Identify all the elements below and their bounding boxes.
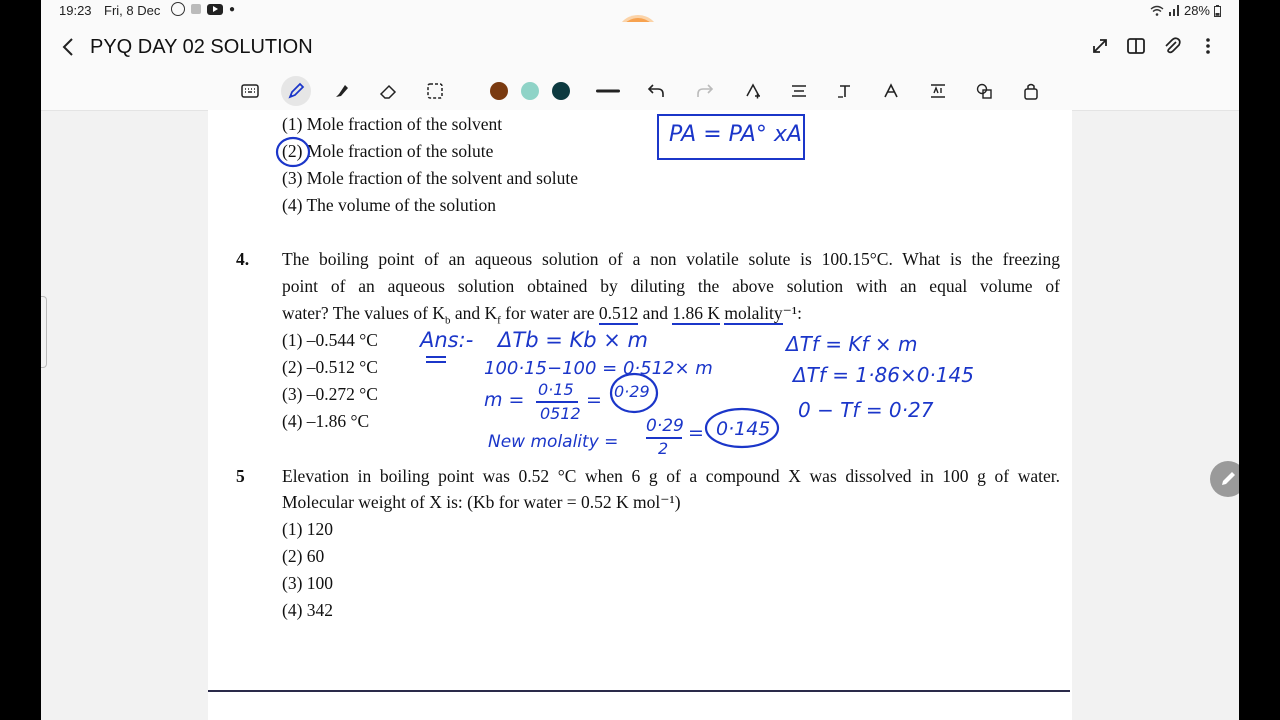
youtube-icon (207, 4, 223, 15)
ink-eq4-num: 0·29 (646, 416, 684, 436)
q4-option-2: (2) –0.512 °C (282, 357, 378, 377)
q3-option-1: (1) Mole fraction of the solvent (282, 114, 503, 134)
ink-right-eq3: 0 − Tf = 0·27 (798, 398, 934, 422)
q5-option-2: (2) 60 (282, 546, 325, 566)
ink-ans-underline-1 (426, 356, 446, 358)
ink-eq4-lhs: New molality = (488, 432, 619, 452)
color-brown-swatch[interactable] (490, 82, 508, 100)
ink-right-eq1: ΔTf = Kf × m (786, 332, 918, 356)
ink-eq3-fraction-bar (536, 401, 578, 403)
ink-eq4-result: 0·145 (716, 418, 771, 440)
color-mint-swatch[interactable] (521, 82, 539, 100)
q5-number: 5 (236, 466, 245, 486)
title-actions (1089, 35, 1219, 57)
eraser-icon[interactable] (376, 79, 400, 103)
q3-option-4: (4) The volume of the solution (282, 195, 497, 215)
spacing-icon[interactable] (926, 79, 950, 103)
ink-right-eq2: ΔTf = 1·86×0·145 (793, 363, 974, 387)
keyboard-icon[interactable] (238, 79, 262, 103)
note-title: PYQ DAY 02 SOLUTION (90, 36, 313, 58)
status-date: Fri, 8 Dec (104, 3, 161, 18)
side-panel-handle[interactable] (41, 296, 47, 368)
ink-eq4-equals: = (688, 422, 704, 444)
q4-option-4: (4) –1.86 °C (282, 411, 370, 431)
pen-toolbar (41, 72, 1239, 111)
q4-number: 4. (236, 249, 250, 269)
tablet-screen (41, 0, 1239, 720)
page-footer-rule (208, 690, 1070, 692)
notification-icons (171, 2, 235, 16)
ink-eq2: 100·15−100 = 0·512× m (484, 358, 713, 379)
q5-option-1: (1) 120 (282, 519, 334, 539)
whatsapp-icon (171, 2, 185, 16)
attach-icon[interactable] (1161, 35, 1183, 57)
pen-icon[interactable] (281, 76, 311, 106)
status-time: 19:23 (59, 3, 92, 18)
ink-eq1: ΔTb = Kb × m (498, 328, 648, 352)
app-notification-icon (191, 4, 201, 14)
q4-line-1: The boiling point of an aqueous solution of a non volatile solute is 100.15°C. What is the freezing (282, 249, 1060, 269)
q4-line-2: point of an aqueous solution obtained by diluting the above solution with an equal volume of (282, 276, 1060, 296)
title-bar (41, 22, 1239, 72)
q5-line-2: Molecular weight of X is: (Kb for water = 0.52 K mol⁻¹) (282, 492, 681, 512)
q4-line-3: water? The values of $K_b$ and $K_f$ for water are 0.512 and 1.86 K molality⁻¹: (282, 303, 803, 327)
convert-shape-icon[interactable] (741, 79, 765, 103)
text-icon[interactable] (833, 79, 857, 103)
ink-eq3-den: 0512 (540, 404, 581, 423)
lock-icon[interactable] (1019, 79, 1043, 103)
ink-eq3-equals: = (586, 389, 602, 411)
q4-option-1: (1) –0.544 °C (282, 330, 378, 350)
ink-eq3-result: 0·29 (614, 382, 650, 401)
pencil-icon (1219, 470, 1237, 488)
floating-pen-button[interactable] (1210, 461, 1239, 497)
battery-icon (1214, 5, 1221, 17)
back-arrow-icon[interactable] (61, 37, 75, 57)
q4-option-3: (3) –0.272 °C (282, 384, 378, 404)
q5-option-3: (3) 100 (282, 573, 334, 593)
q3-option-2: (2) Mole fraction of the solute (282, 141, 494, 161)
battery-percent: 28% (1183, 3, 1210, 18)
color-dark-teal-swatch[interactable] (552, 82, 570, 100)
ink-eq3-lhs: m = (484, 389, 525, 411)
align-icon[interactable] (787, 79, 811, 103)
raoult-formula-ink: PA = PA° xA (669, 122, 802, 147)
ink-eq3-num: 0·15 (538, 380, 574, 399)
more-options-icon[interactable] (1197, 35, 1219, 57)
shapes-icon[interactable] (972, 79, 996, 103)
fullscreen-icon[interactable] (1089, 35, 1111, 57)
answer-circle-annotation (274, 135, 314, 169)
status-right (1150, 3, 1221, 18)
q5-line-1: Elevation in boiling point was 0.52 °C when 6 g of a compound X was dissolved in 100 g of water. (282, 466, 1060, 486)
lasso-icon[interactable] (423, 79, 447, 103)
note-page[interactable] (208, 110, 1072, 720)
signal-icon (1168, 5, 1180, 16)
redo-icon[interactable] (693, 79, 717, 103)
ink-ans-underline-2 (426, 361, 446, 363)
q5-option-4: (4) 342 (282, 600, 334, 620)
book-view-icon[interactable] (1125, 35, 1147, 57)
ink-ans-label: Ans:- (420, 328, 474, 352)
wifi-icon (1150, 5, 1164, 17)
more-notifications-dot-icon: ● (229, 3, 236, 15)
ink-eq4-den: 2 (658, 439, 669, 458)
handwriting-icon[interactable] (879, 79, 903, 103)
q3-option-3: (3) Mole fraction of the solvent and solute (282, 168, 578, 188)
formula-box-annotation (657, 114, 805, 160)
highlighter-icon[interactable] (330, 79, 354, 103)
stroke-width-icon[interactable] (596, 79, 620, 103)
undo-icon[interactable] (644, 79, 668, 103)
